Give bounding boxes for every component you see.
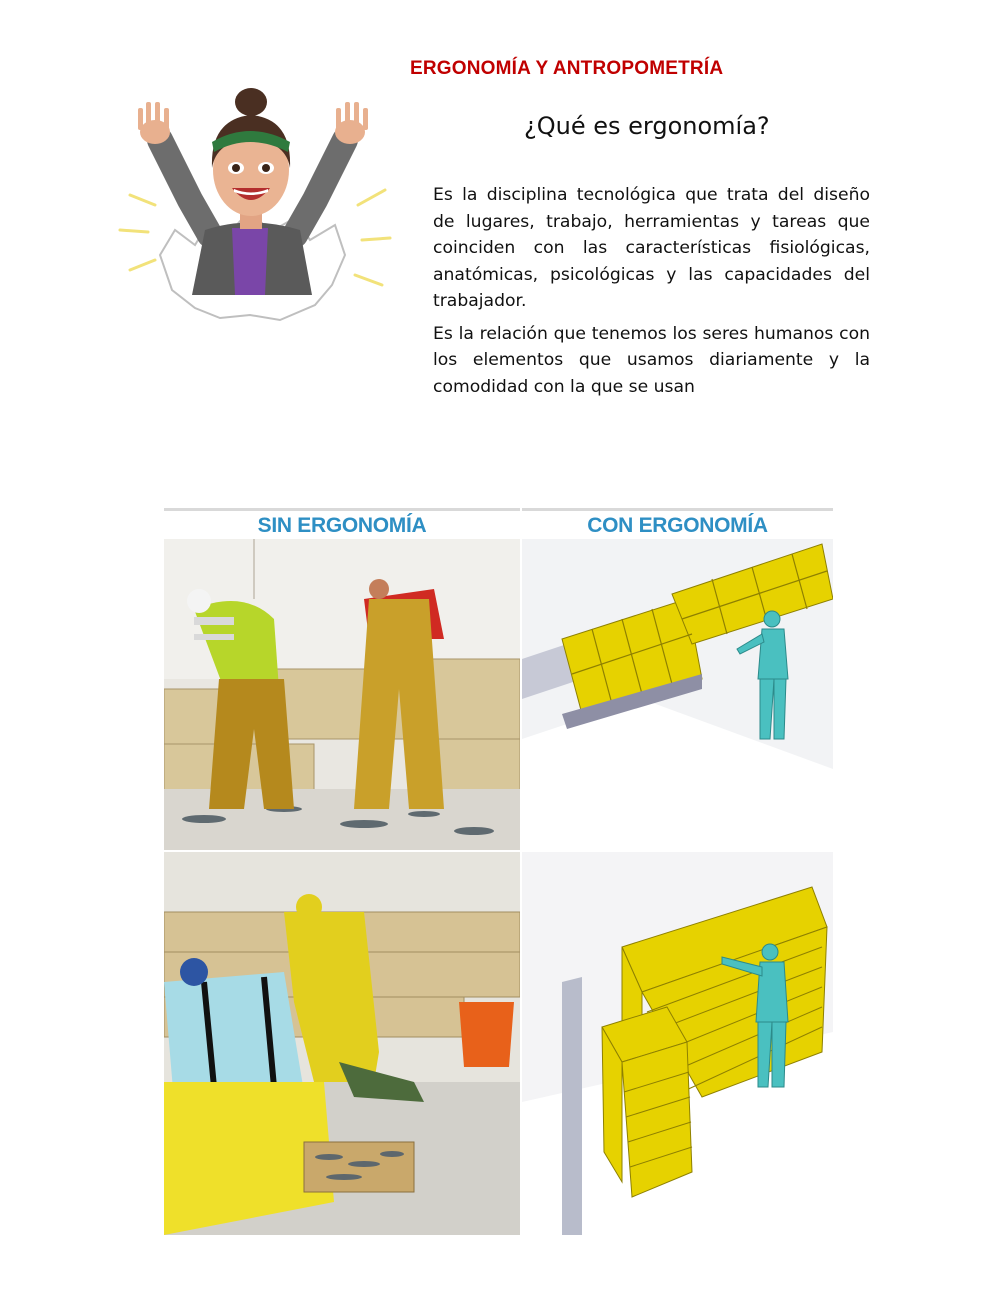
page-title: ERGONOMÍA Y ANTROPOMETRÍA [410,58,724,79]
render-ergonomic-workstation-1 [522,539,833,850]
definition-paragraph-2: Es la relación que tenemos los seres humanos con los elementos que usamos diariamente y la comodidad con la que se usan [433,323,870,397]
definition-paragraph-1: Es la disciplina tecnológica que trata del diseño de lugares, trabajo, herramientas y tareas que coinciden con las características fisiológicas, anatómicas, psicológicas y las capacidades del trabajador. [433,185,870,311]
con-ergonomia-label: CON ERGONOMÍA [522,508,833,539]
definition-text [433,182,870,406]
photo-workers-kneeling-2 [164,852,520,1235]
sin-ergonomia-label: SIN ERGONOMÍA [164,508,520,539]
question-heading: ¿Qué es ergonomía? [524,112,770,140]
photo-workers-bending-1 [164,539,520,850]
ergonomics-comparison-figure [164,508,833,1235]
render-ergonomic-workstation-2 [522,852,833,1235]
bitmoji-avatar-illustration [100,80,400,340]
